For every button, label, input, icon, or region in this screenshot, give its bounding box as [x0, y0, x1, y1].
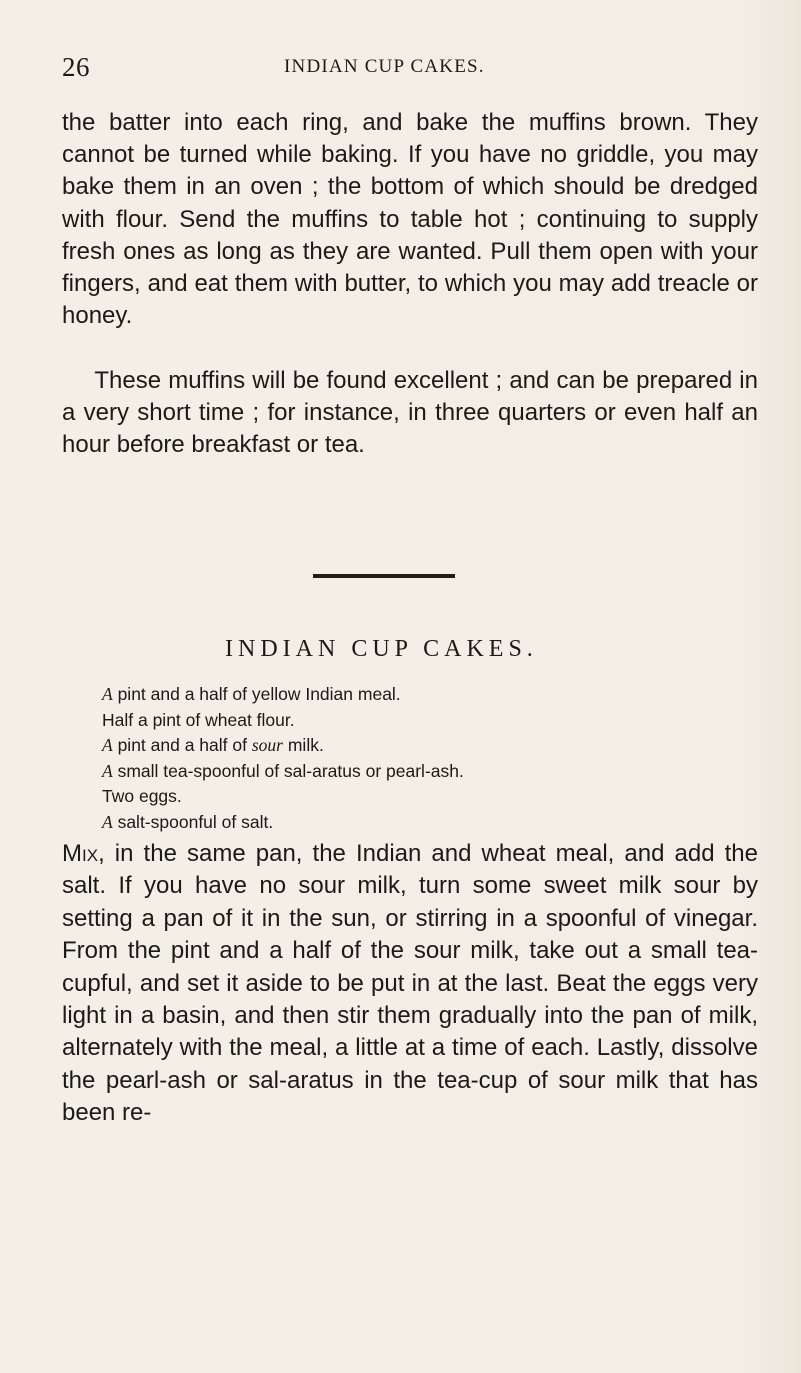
ingredient-text: pint and a half of [117, 735, 247, 756]
ingredient-item [102, 810, 464, 836]
ingredient-item [102, 784, 464, 810]
ingredient-tail: milk. [287, 735, 324, 756]
ingredient-item [102, 708, 464, 734]
ingredient-lead: A [102, 811, 113, 832]
ingredient-italic: sour [251, 735, 283, 756]
running-head: INDIAN CUP CAKES. [284, 56, 485, 77]
paragraph-muffins-continued: the batter into each ring, and bake the muffins brown. They cannot be turned while baking. If you have no griddle, you may bake them in an oven ; the bottom of which should be dredged with flour. Send the muffins to table hot ; continuing to supply fresh ones as long as they are wanted. Pull them open with your fingers, and eat them with butter, to which you may add treacle or honey. [62, 109, 758, 330]
ingredient-list [102, 682, 464, 836]
ingredient-text: pint and a half of yellow Indian meal. [117, 684, 401, 704]
ingredient-item [102, 682, 464, 708]
section-divider-rule [313, 574, 455, 578]
ingredient-text: salt-spoonful of salt. [117, 811, 274, 832]
recipe-method [62, 838, 758, 1130]
method-text: , in the same pan, the Indian and wheat meal, and add the salt. If you have no sour milk, turn some sweet milk sour by setting a pan of it in the sun, or stirring in a spoonful of vinegar. From the pint and a half of the sour milk, take out a small tea-cupful, and set it aside to be put in at the last. Beat the eggs very light in a basin, and then stir them gradually into the pan of milk, alternately with the meal, a little at a time of each. Lastly, dissolve the pearl-ash or sal-aratus in the tea-cup of sour milk that has been re- [62, 840, 758, 1127]
ingredient-item [102, 759, 464, 785]
paragraph-muffins-note [62, 365, 758, 462]
ingredient-text: small tea-spoonful of sal-aratus or pearl-ash. [117, 760, 464, 781]
paragraph-muffins-note-text: These muffins will be found excellent ; and can be prepared in a very short time ; for instance, in three quarters or even half an hour before breakfast or tea. [62, 367, 758, 459]
ingredient-text: Half a pint of wheat flour. [102, 709, 295, 730]
ingredient-lead: A [102, 735, 113, 756]
page-header [62, 52, 752, 88]
method-first-word: Mix [62, 840, 99, 867]
ingredient-text: Two eggs. [102, 786, 182, 807]
recipe-title: INDIAN CUP CAKES. [225, 636, 538, 662]
page-number: 26 [62, 52, 90, 82]
ingredient-item [102, 733, 464, 759]
ingredient-lead: A [102, 760, 113, 781]
ingredient-lead: A [102, 684, 113, 704]
